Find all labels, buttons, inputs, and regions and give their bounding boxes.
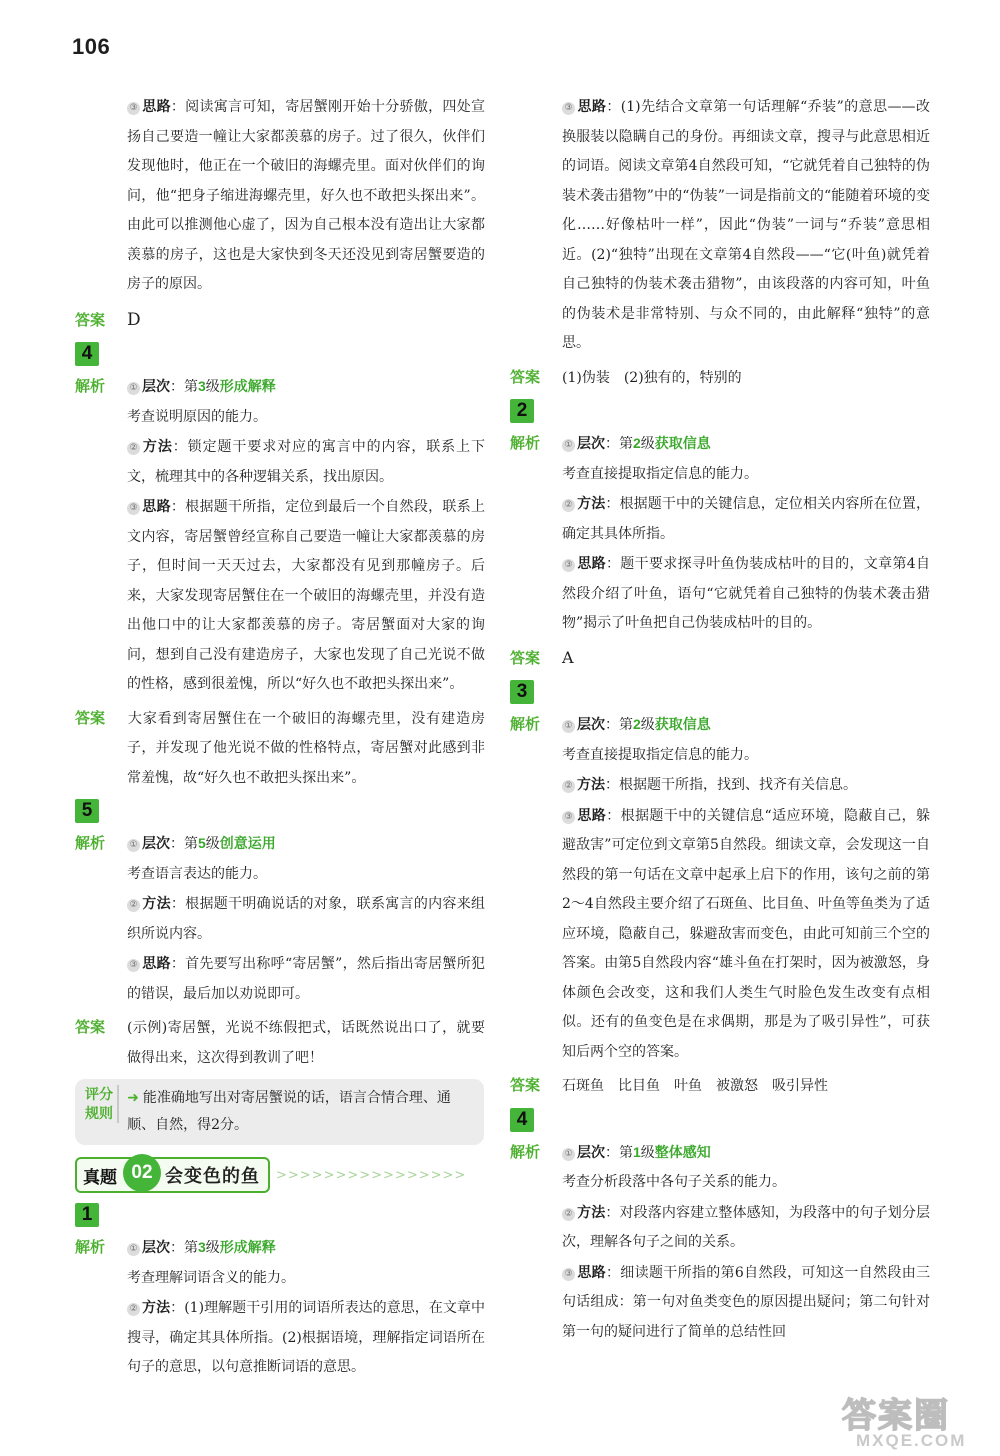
scoring-rules-box [75,1079,484,1145]
step-1-icon: ① [127,1243,140,1256]
left-column [75,92,485,1383]
q4-level-desc-r: 考查分析段落中各句子关系的能力。 [562,1174,786,1190]
section-number: 02 [123,1154,161,1192]
section-arrows: >>>>>>>>>>>>>>>> [276,1167,467,1183]
q1-answer: 答案 (1)伪装 (2)独有的，特别的 [510,368,742,386]
q2-method: ② 方法：根据题干中的关键信息，定位相关内容所在位置，确定其具体所指。 [562,495,931,542]
right-column [510,92,930,1347]
q5-level: 解析 ① 层次：第5级创意运用 [75,835,276,852]
step-2-icon: ② [562,780,575,793]
s2q1-level: 解析 ① 层次：第3级形成解释 [75,1239,276,1256]
step-3-icon: ③ [127,502,140,515]
q4-method-r: ② 方法：对段落内容建立整体感知，为段落中的句子划分层次，理解各句子之间的关系。 [562,1203,931,1250]
s2q1-level-desc: 考查理解词语含义的能力。 [127,1269,295,1286]
watermark-logo: 答案圈 MXQE.COM [842,1397,967,1450]
question-number: 4 [75,342,99,366]
q3-level: 解析 ① 层次：第2级获取信息 [510,716,711,733]
step-2-icon: ② [562,499,575,512]
section-tag: 真题 [83,1167,117,1187]
step-3-icon: ③ [562,1268,575,1281]
q3-thinking: ③ 思路：阅读寓言可知，寄居蟹刚开始十分骄傲，四处宣扬自己要造一幢让大家都羡慕的房子。过了很久，伙伴们发现他时，他正在一个破旧的海螺壳里。面对伙伴们的询问，他“把身子缩进海螺壳里，好久也不敢把头探出来”。由此可以推测他心虚了，因为自己根本没有造出让大家都羡慕的房子，这也是大家快到冬天还没见到寄居蟹要造的房子的原因。 [127,98,485,292]
step-3-icon: ③ [562,102,575,115]
q4-thinking: ③ 思路：根据题干所指，定位到最后一个自然段，联系上文内容，寄居蟹曾经宣称自己要造一幢让大家都羡慕的房子，但时间一天天过去，大家都没有见到那幢房子。后来，大家发现寄居蟹住在一个破旧的海螺壳里，并没有造出他口中的让大家都羡慕的房子。寄居蟹面对大家的询问，想到自己没有建造房子，大家也发现了自己光说不做的性格，感到很羞愧，所以“好久也不敢把头探出来”。 [127,498,485,692]
step-2-icon: ② [127,442,140,455]
question-number: 1 [75,1203,99,1227]
q2-thinking: ③ 思路：题干要求探寻叶鱼伪装成枯叶的目的，文章第4自然段介绍了叶鱼，语句“它就凭着自己独特的伪装术袭击猎物”揭示了叶鱼把自己伪装成枯叶的目的。 [562,555,931,631]
step-1-icon: ① [127,839,140,852]
step-2-icon: ② [562,1208,575,1221]
page-number: 106 [72,34,111,59]
section-name: 会变色的鱼 [165,1166,260,1187]
step-2-icon: ② [127,899,140,912]
question-number: 2 [510,399,534,423]
q2-level-desc: 考查直接提取指定信息的能力。 [562,465,758,482]
q3-level-desc: 考查直接提取指定信息的能力。 [562,746,758,763]
arrow-icon: ➜ [127,1090,139,1106]
step-3-icon: ③ [562,559,575,572]
step-3-icon: ③ [127,102,140,115]
step-3-icon: ③ [562,811,575,824]
q4-answer: 答案 大家看到寄居蟹住在一个破旧的海螺壳里，没有建造房子，并发现了他光说不做的性格特点，寄居蟹对此感到非常羞愧，故“好久也不敢把头探出来”。 [75,709,485,786]
step-1-icon: ① [127,382,140,395]
q4-level: 解析 ① 层次：第3级形成解释 [75,378,276,395]
q5-level-desc: 考查语言表达的能力。 [127,865,267,882]
q3-thinking-r: ③ 思路：根据题干中的关键信息“适应环境，隐蔽自己，躲避敌害”可定位到文章第5自然段。细读文章，会发现这一自然段的第一句话在文章中起承上启下的作用，该句之前的第2～4自然段主要介绍了石斑鱼、比目鱼、叶鱼等鱼类为了适应环境，隐蔽自己，躲避敌害而变色，由此可知前三个空的答案。由第5自然段内容“雄斗鱼在打架时，因为被激怒，身体颜色会改变，这和我们人类生气时脸色发生改变有点相似。还有的鱼变色是在求偶期，那是为了吸引异性”，可获知后两个空的答案。 [562,806,931,1060]
section-title [75,1157,485,1193]
q5-thinking: ③ 思路：首先要写出称呼“寄居蟹”，然后指出寄居蟹所犯的错误，最后加以劝说即可。 [127,955,485,1002]
q4-method: ② 方法：锁定题干要求对应的寓言中的内容，联系上下文，梳理其中的各种逻辑关系，找出原因。 [127,438,486,485]
q3-method: ② 方法：根据题干所指，找到、找齐有关信息。 [510,770,930,801]
scoring-rules-tag: 评分规则 [81,1085,119,1123]
q4-level-r: 解析 ① 层次：第1级整体感知 [510,1143,711,1161]
q5-method: ② 方法：根据题干明确说话的对象，联系寓言的内容来组织所说内容。 [127,895,485,942]
s2q1-method: ② 方法：(1)理解题干引用的词语所表达的意思，在文章中搜寻，确定其具体所指。(2)根据语境，理解指定词语所在句子的意思，以句意推断词语的意思。 [127,1299,485,1375]
q4-level-desc: 考查说明原因的能力。 [127,408,267,425]
question-number: 5 [75,799,99,823]
q3-answer: 答案 D [75,309,141,330]
q2-level: 解析 ① 层次：第2级获取信息 [510,435,711,452]
q2-answer: 答案 A [510,647,574,667]
step-1-icon: ① [562,1148,575,1161]
q3-answer-r: 答案 石斑鱼 比目鱼 叶鱼 被激怒 吸引异性 [510,1077,828,1094]
question-number: 3 [510,680,534,704]
question-number: 4 [510,1108,534,1132]
step-1-icon: ① [562,439,575,452]
step-2-icon: ② [127,1303,140,1316]
q4-thinking-r: ③ 思路：细读题干所指的第6自然段，可知这一自然段由三句话组成：第一句对鱼类变色的原因提出疑问；第二句针对第一句的疑问进行了简单的总结性回 [562,1263,931,1340]
step-1-icon: ① [562,720,575,733]
q1-thinking: ③ 思路：(1)先结合文章第一句话理解“乔装”的意思——改换服装以隐瞒自己的身份。再细读文章，搜寻与此意思相近的词语。阅读文章第4自然段可知，“它就凭着自己独特的伪装术袭击猎物”中的“伪装”一词是指前文的“能随着环境的变化……好像枯叶一样”，因此“伪装”一词与“乔装”意思相近。(2)“独特”出现在文章第4自然段——“它(叶鱼)就凭着自己独特的伪装术袭击猎物”，由该段落的内容可知，叶鱼的伪装术是非常特别、与众不同的，由此解释“独特”的意思。 [562,98,930,351]
scoring-rules-text: 能准确地写出对寄居蟹说的话，语言合情合理、通顺、自然，得2分。 [127,1090,451,1133]
step-3-icon: ③ [127,959,140,972]
q5-answer: 答案 (示例)寄居蟹，光说不练假把式，话既然说出口了，就要做得出来，这次得到教训了吧！ [75,1019,485,1066]
